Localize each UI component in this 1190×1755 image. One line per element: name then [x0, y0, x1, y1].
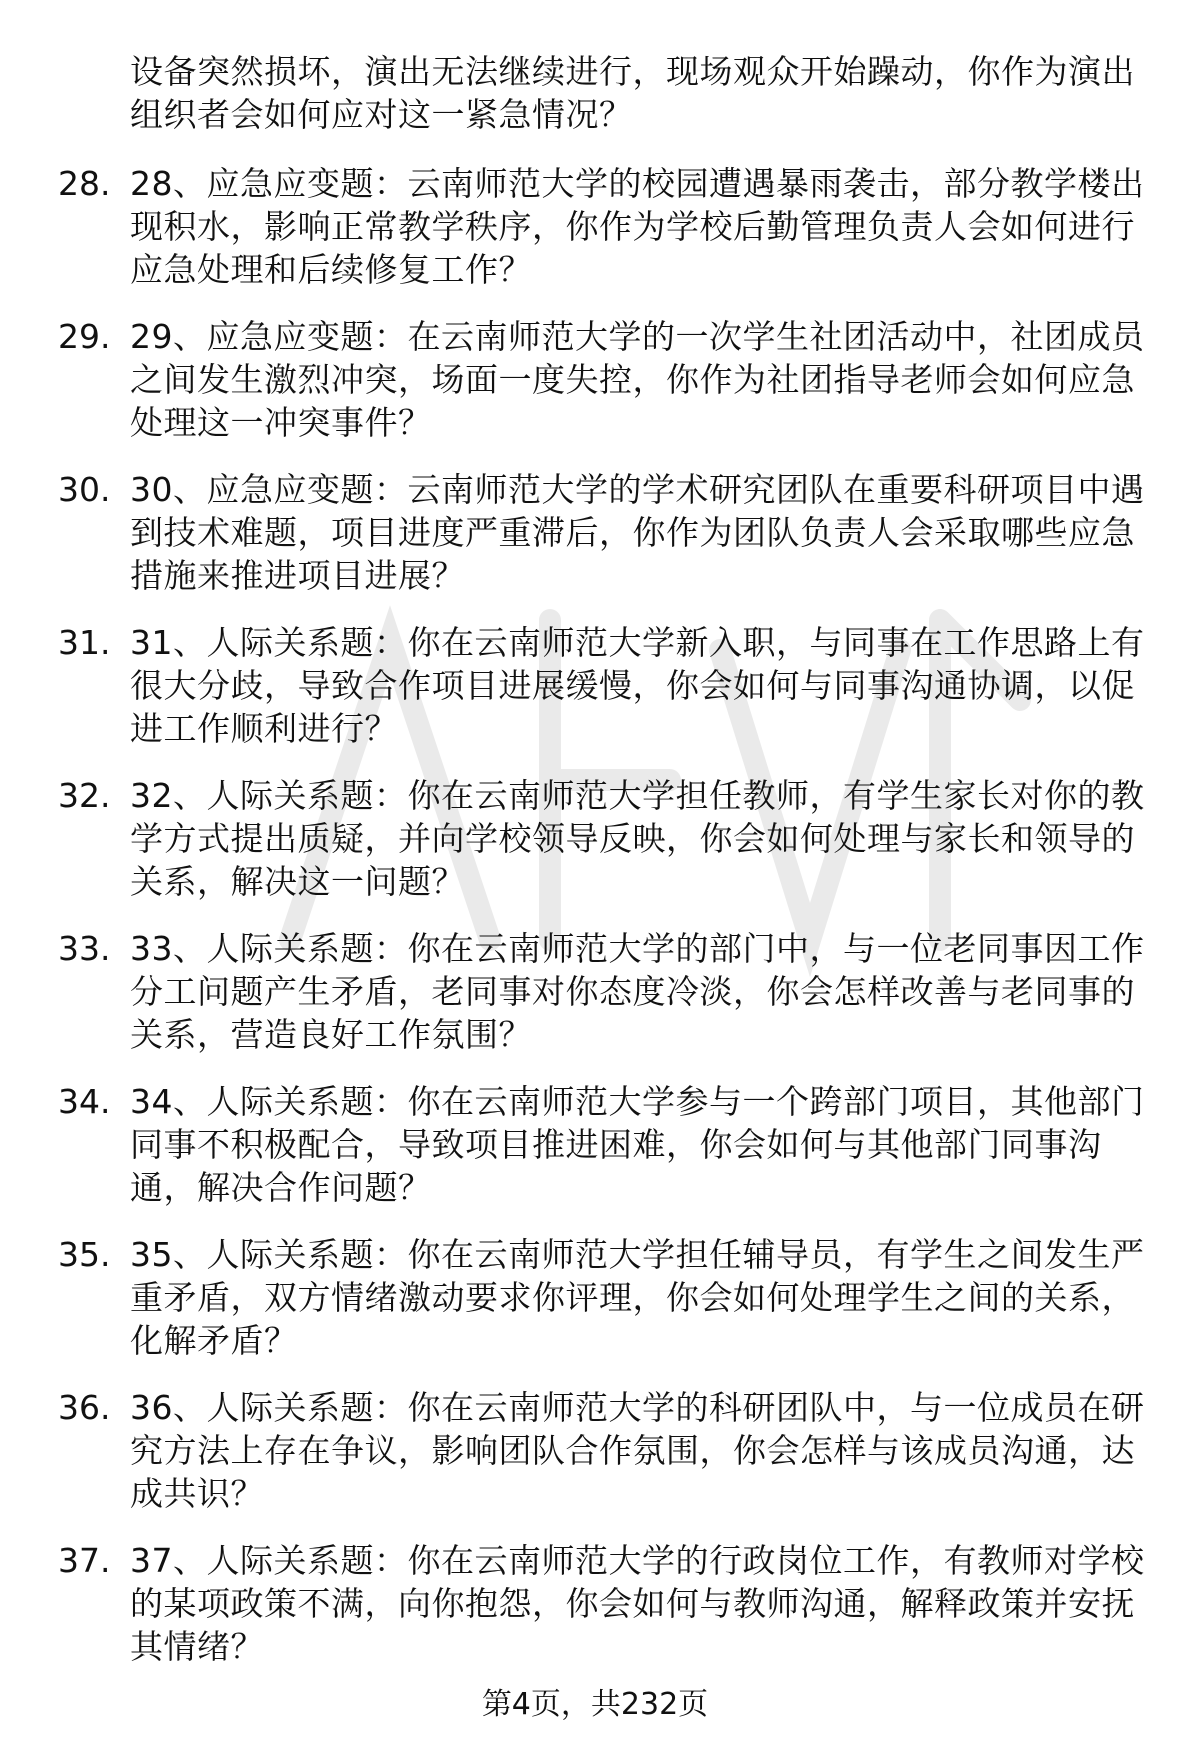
question-item — [0, 1384, 1190, 1537]
question-text: 30、应急应变题：云南师范大学的学术研究团队在重要科研项目中遇到技术难题，项目进度严重滞后，你作为团队负责人会采取哪些应急措施来推进项目进展？ — [130, 470, 1145, 595]
question-item — [0, 1231, 1190, 1384]
question-item — [0, 925, 1190, 1078]
question-text: 31、人际关系题：你在云南师范大学新入职，与同事在工作思路上有很大分歧，导致合作项目进展缓慢，你会如何与同事沟通协调，以促进工作顺利进行？ — [130, 623, 1145, 748]
question-text: 28、应急应变题：云南师范大学的校园遭遇暴雨袭击，部分教学楼出现积水，影响正常教学秩序，你作为学校后勤管理负责人会如何进行应急处理和后续修复工作？ — [130, 164, 1145, 289]
question-item — [0, 772, 1190, 925]
question-text: 37、人际关系题：你在云南师范大学的行政岗位工作，有教师对学校的某项政策不满，向你抱怨，你会如何与教师沟通，解释政策并安抚其情绪？ — [130, 1541, 1145, 1666]
question-text: 32、人际关系题：你在云南师范大学担任教师，有学生家长对你的教学方式提出质疑，并向学校领导反映，你会如何处理与家长和领导的关系，解决这一问题？ — [130, 776, 1145, 901]
question-number: 28. — [58, 164, 111, 203]
question-number: 31. — [58, 623, 111, 662]
question-text: 36、人际关系题：你在云南师范大学的科研团队中，与一位成员在研究方法上存在争议，影响团队合作氛围，你会怎样与该成员沟通，达成共识？ — [130, 1388, 1145, 1513]
question-number: 33. — [58, 929, 111, 968]
question-number: 30. — [58, 470, 111, 509]
question-number: 29. — [58, 317, 111, 356]
question-text: 34、人际关系题：你在云南师范大学参与一个跨部门项目，其他部门同事不积极配合，导致项目推进困难，你会如何与其他部门同事沟通，解决合作问题？ — [130, 1082, 1145, 1207]
question-item — [0, 619, 1190, 772]
question-number: 37. — [58, 1541, 111, 1580]
question-text: 29、应急应变题：在云南师范大学的一次学生社团活动中，社团成员之间发生激烈冲突，场面一度失控，你作为社团指导老师会如何应急处理这一冲突事件？ — [130, 317, 1145, 442]
question-item — [0, 313, 1190, 466]
page-footer: 第4页，共232页 — [481, 1687, 709, 1722]
question-number: 36. — [58, 1388, 111, 1427]
question-list — [0, 160, 1190, 1690]
question-number: 35. — [58, 1235, 111, 1274]
question-text: 35、人际关系题：你在云南师范大学担任辅导员，有学生之间发生严重矛盾，双方情绪激动要求你评理，你会如何处理学生之间的关系，化解矛盾？ — [130, 1235, 1145, 1360]
question-text: 33、人际关系题：你在云南师范大学的部门中，与一位老同事因工作分工问题产生矛盾，老同事对你态度冷淡，你会怎样改善与老同事的关系，营造良好工作氛围？ — [130, 929, 1145, 1054]
question-item — [0, 466, 1190, 619]
question-item — [0, 160, 1190, 313]
question-number: 32. — [58, 776, 111, 815]
question-item — [0, 1078, 1190, 1231]
continuation-paragraph: 设备突然损坏，演出无法继续进行，现场观众开始躁动，你作为演出组织者会如何应对这一紧急情况？ — [130, 52, 1135, 134]
question-item — [0, 1537, 1190, 1690]
question-number: 34. — [58, 1082, 111, 1121]
